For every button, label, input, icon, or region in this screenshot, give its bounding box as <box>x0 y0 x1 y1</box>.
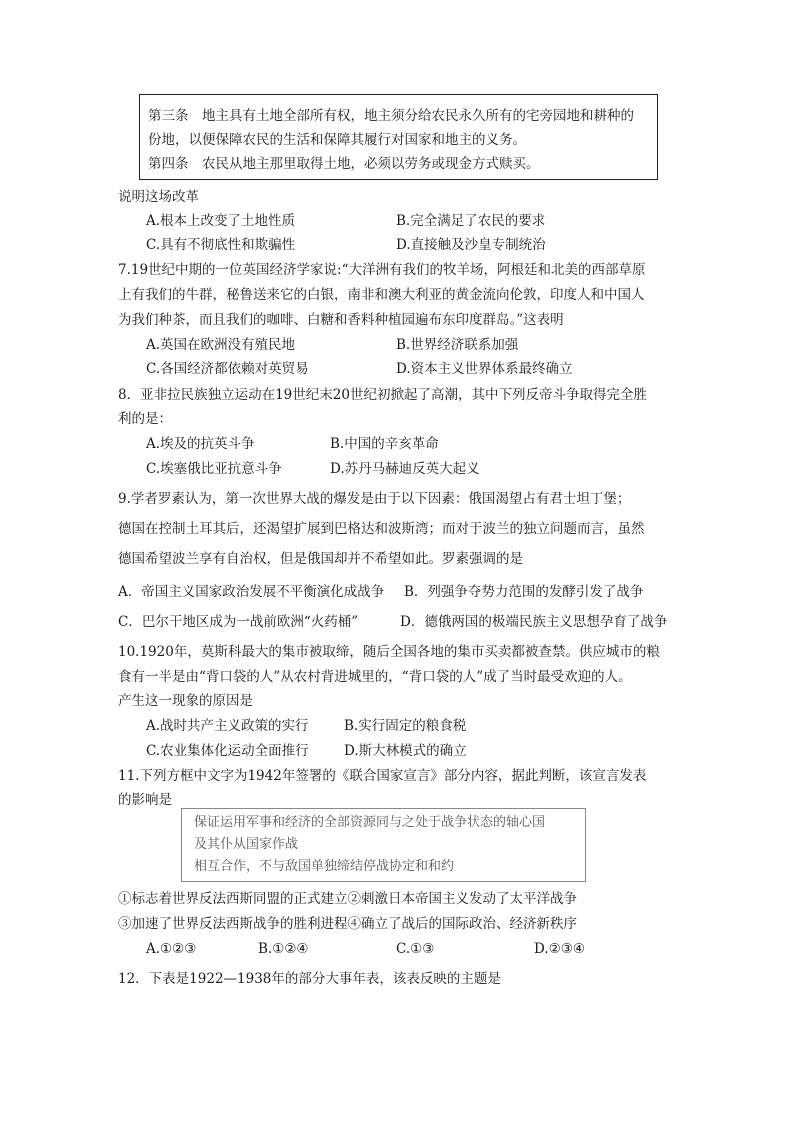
question-9-line: 德国在控制土耳其后，还渴望扩展到巴格达和波斯湾；而对于波兰的独立问题而言，虽然 <box>118 521 645 537</box>
q8-option-d: D.苏丹马赫迪反英大起义 <box>330 461 480 477</box>
box-line: 相互合作，不与敌国单独缔结停战协定和和约 <box>194 859 455 874</box>
q9-option-d: D．德俄两国的极端民族主义思想孕育了战争 <box>400 614 668 630</box>
box-line: 及其仆从国家作战 <box>194 837 299 852</box>
question-12-line: 12．下表是1922—1938年的部分大事年表，该表反映的主题是 <box>118 971 501 987</box>
q7-option-a: A.英国在欧洲没有殖民地 <box>146 337 296 353</box>
source-text-box <box>139 94 658 180</box>
q8-option-c: C.埃塞俄比亚抗意斗争 <box>146 461 282 477</box>
q6-option-d: D.直接触及沙皇专制统治 <box>396 237 546 253</box>
box-line: 第四条 农民从地主那里取得土地，必须以劳务或现金方式赎买。 <box>148 156 540 172</box>
q10-option-a: A.战时共产主义政策的实行 <box>146 718 309 734</box>
q6-option-c: C.具有不彻底性和欺骗性 <box>146 237 296 253</box>
q11-statements-line: ①标志着世界反法西斯同盟的正式建立②刺激日本帝国主义发动了太平洋战争 <box>118 891 577 907</box>
q9-option-a: A．帝国主义国家政治发展不平衡演化成战争 <box>118 584 385 600</box>
q6-option-a: A.根本上改变了土地性质 <box>146 213 296 229</box>
q6-option-b: B.完全满足了农民的要求 <box>396 213 546 229</box>
q11-option-a: A.①②③ <box>146 941 197 957</box>
q8-option-b: B.中国的辛亥革命 <box>330 436 439 452</box>
q10-option-b: B.实行固定的粮食税 <box>344 718 467 734</box>
question-7-line: 7.19世纪中期的一位英国经济学家说:“大洋洲有我们的牧羊场，阿根廷和北美的西部草原 <box>118 262 646 278</box>
question-6-tail: 说明这场改革 <box>118 189 199 205</box>
box-line: 份地，以便保障农民的生活和保障其履行对国家和地主的义务。 <box>148 132 526 148</box>
q11-statements-line: ③加速了世界反法西斯战争的胜利进程④确立了战后的国际政治、经济新秩序 <box>118 916 577 932</box>
q11-option-d: D.②③④ <box>534 941 585 957</box>
question-9-line: 德国希望波兰享有自治权，但是俄国却并不希望如此。罗素强调的是 <box>118 551 523 567</box>
question-9-line: 9.学者罗素认为，第一次世界大战的爆发是由于以下因素：俄国渴望占有君士坦丁堡； <box>118 491 631 507</box>
question-11-line: 的影响是 <box>118 792 172 808</box>
q9-option-b: B．列强争夺势力范围的发酵引发了战争 <box>404 584 644 600</box>
q10-option-d: D.斯大林模式的确立 <box>344 743 467 759</box>
question-7-line: 上有我们的牛群，秘鲁送来它的白银，南非和澳大利亚的黄金流向伦敦，印度人和中国人 <box>118 287 645 303</box>
q11-option-c: C.①③ <box>396 941 435 957</box>
box-line: 第三条 地主具有土地全部所有权，地主须分给农民永久所有的宅旁园地和耕种的 <box>148 108 634 124</box>
question-10-line: 食有一半是由“背口袋的人”从农村背进城里的，“背口袋的人”成了当时最受欢迎的人。 <box>118 669 632 685</box>
question-11-line: 11.下列方框中文字为1942年签署的《联合国家宣言》部分内容，据此判断，该宣言发表 <box>118 768 647 784</box>
q11-option-b: B.①②④ <box>258 941 309 957</box>
question-10-line: 产生这一现象的原因是 <box>118 693 253 709</box>
q7-option-c: C.各国经济都依赖对英贸易 <box>146 361 309 377</box>
box-line: 保证运用军事和经济的全部资源同与之处于战争状态的轴心国 <box>194 815 546 830</box>
question-8-line: 8．亚非拉民族独立运动在19世纪末20世纪初掀起了高潮，其中下列反帝斗争取得完全胜 <box>118 387 647 403</box>
question-8-line: 利的是： <box>118 411 172 427</box>
q9-option-c: C．巴尔干地区成为一战前欧洲“火药桶” <box>118 614 359 630</box>
q7-option-b: B.世界经济联系加强 <box>396 337 519 353</box>
q8-option-a: A.埃及的抗英斗争 <box>146 436 255 452</box>
question-10-line: 10.1920年，莫斯科最大的集市被取缔，随后全国各地的集市买卖都被查禁。供应城市的粮 <box>118 644 660 660</box>
q10-option-c: C.农业集体化运动全面推行 <box>146 743 309 759</box>
declaration-excerpt-box <box>181 808 586 882</box>
question-7-line: 为我们种茶，而且我们的咖啡、白糖和香料种植园遍布东印度群岛。”这表明 <box>118 312 564 328</box>
q7-option-d: D.资本主义世界体系最终确立 <box>396 361 573 377</box>
